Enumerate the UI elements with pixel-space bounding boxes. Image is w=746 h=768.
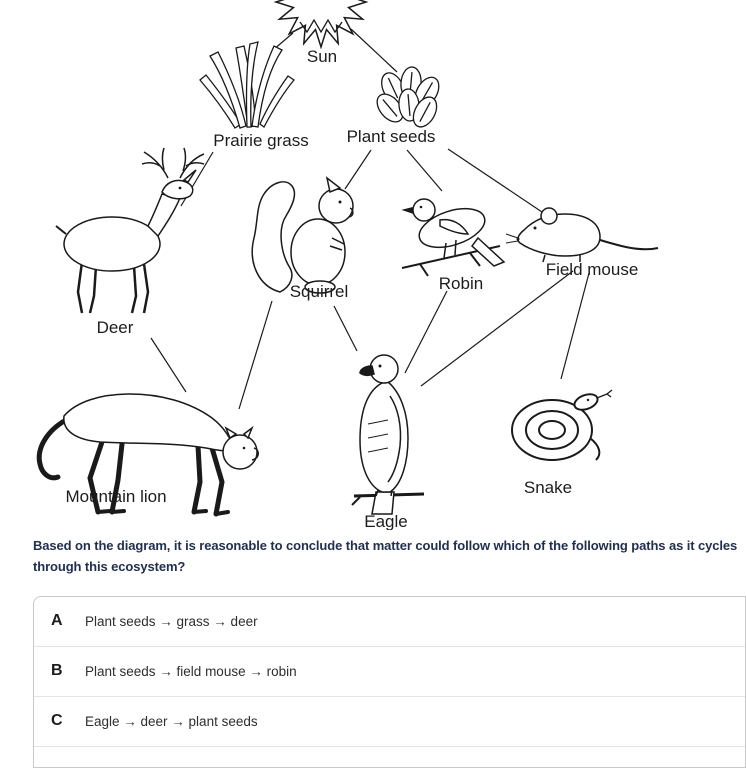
label-squirrel: Squirrel	[289, 282, 349, 301]
question-text: Based on the diagram, it is reasonable to conclude that matter could follow which of the following paths as it cycles through this ecosystem?	[33, 538, 738, 574]
prairie-grass-illustration	[200, 42, 294, 128]
answer-option-a-text: Plant seeds → grass → deer	[85, 613, 258, 629]
label-field-mouse: Field mouse	[545, 260, 639, 279]
food-web-connections	[151, 29, 589, 409]
edge-squirrel-eagle	[334, 306, 357, 351]
answer-option-b-text: Plant seeds → field mouse → robin	[85, 663, 297, 679]
answer-option-cutoff[interactable]	[34, 746, 745, 767]
answer-option-c-letter: C	[51, 712, 63, 730]
answer-option-a-letter: A	[51, 612, 63, 630]
answer-option-a[interactable]	[34, 597, 745, 646]
edge-sun-seeds	[351, 29, 397, 72]
edge-mouse-snake	[561, 273, 589, 379]
answer-options-list	[33, 596, 746, 768]
label-mountain-lion: Mountain lion	[65, 487, 167, 506]
label-prairie-grass: Prairie grass	[213, 131, 309, 150]
robin-illustration	[402, 199, 504, 276]
answer-option-c[interactable]	[34, 696, 745, 746]
label-eagle: Eagle	[364, 512, 408, 530]
edge-seeds-robin	[407, 150, 442, 191]
eagle-illustration	[352, 355, 424, 514]
edge-deer-lion	[151, 338, 186, 392]
answer-option-b-letter: B	[51, 662, 63, 680]
label-plant-seeds: Plant seeds	[346, 127, 436, 146]
edge-seeds-mouse	[448, 149, 542, 212]
plant-seeds-illustration	[372, 66, 444, 131]
edge-robin-eagle	[405, 291, 447, 373]
sun-icon	[276, 0, 366, 47]
squirrel-illustration	[252, 178, 353, 293]
snake-illustration	[512, 390, 612, 460]
label-robin: Robin	[438, 274, 484, 293]
edge-squirrel-lion	[239, 301, 272, 409]
answer-option-b[interactable]	[34, 646, 745, 696]
edge-seeds-squirrel	[345, 150, 371, 189]
label-sun: Sun	[306, 47, 338, 66]
answer-option-c-text: Eagle → deer → plant seeds	[85, 713, 258, 729]
label-deer: Deer	[96, 318, 134, 337]
deer-illustration	[56, 148, 204, 313]
field-mouse-illustration	[506, 208, 658, 262]
label-snake: Snake	[523, 478, 573, 497]
